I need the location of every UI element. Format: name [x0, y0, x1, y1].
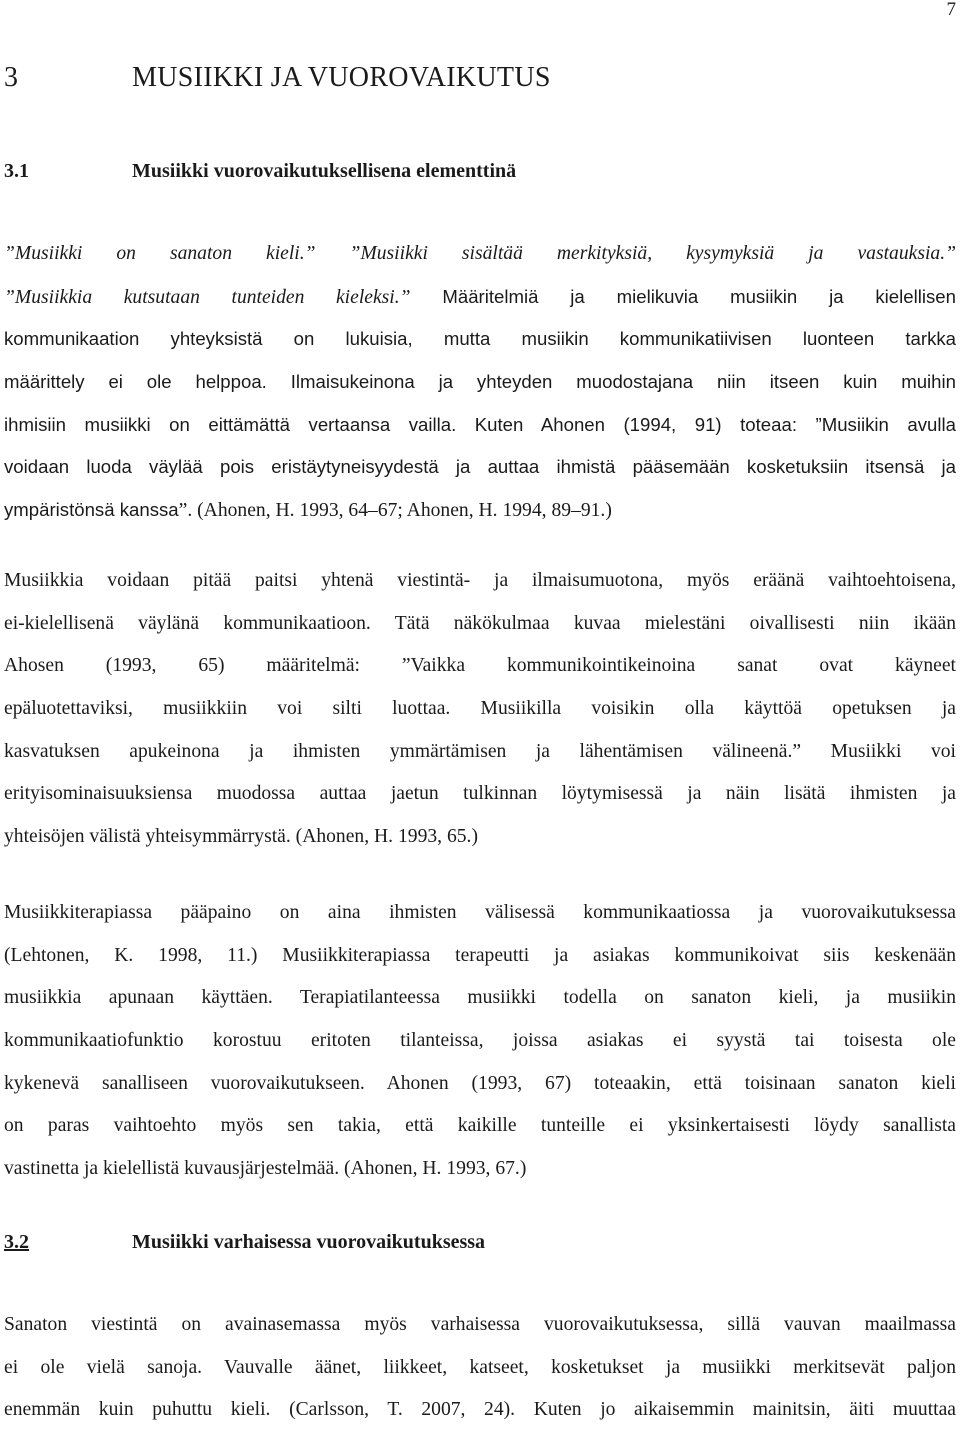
section-number: 3.2	[4, 1231, 29, 1253]
paragraph-line: ihmisiin musiikki on eittämättä vertaansa vailla. Kuten Ahonen (1994, 91) toteaa: ”Musiikin avulla	[4, 413, 956, 435]
paragraph-line: on paras vaihtoehto myös sen takia, että kaikille tunteille ei yksinkertaisesti löydy sanallista	[4, 1115, 956, 1137]
paragraph-2	[4, 560, 956, 859]
paragraph-line: Sanaton viestintä on avainasemassa myös varhaisessa vuorovaikutuksessa, sillä vauvan maailmassa	[4, 1314, 956, 1335]
paragraph-line: yhteisöjen välistä yhteisymmärrystä. (Ahonen, H. 1993, 65.)	[4, 826, 478, 848]
paragraph-line: Musiikkia voidaan pitää paitsi yhtenä viestintä- ja ilmaisumuotona, myös eräänä vaihtoehtoisena,	[4, 570, 956, 591]
section-heading-3-2	[4, 1231, 485, 1254]
paragraph-line: epäluotettaviksi, musiikkiin voi silti luottaa. Musiikilla voisikin olla käyttöä opetuksen ja	[4, 698, 956, 720]
chapter-title: MUSIIKKI JA VUOROVAIKUTUS	[132, 62, 551, 93]
paragraph-3	[4, 892, 956, 1191]
paragraph-line: kommunikaatiofunktio korostuu eritoten tilanteissa, joissa asiakas ei syystä tai toisesta ole	[4, 1030, 956, 1052]
section-title: Musiikki varhaisessa vuorovaikutuksessa	[132, 1231, 486, 1253]
paragraph-1	[4, 233, 956, 532]
paragraph-line: musiikkia apunaan käyttäen. Terapiatilanteessa musiikki todella on sanaton kieli, ja musiikin	[4, 987, 956, 1009]
paragraph-line: kasvatuksen apukeinona ja ihmisten ymmärtämisen ja lähentämisen välineenä.” Musiikki voi	[4, 740, 956, 762]
paragraph-line: ei-kielellisenä väylänä kommunikaatioon. Tätä näkökulmaa kuvaa mielestäni oivallisesti niin ikään	[4, 612, 956, 634]
page-number: 7	[946, 0, 956, 20]
paragraph-line: kommunikaation yhteyksistä on lukuisia, mutta musiikin kommunikatiivisen luonteen tarkka	[4, 328, 956, 350]
paragraph-line: erityisominaisuuksiensa muodossa auttaa jaetun tulkinnan löytymisessä ja näin lisätä ihmisten ja	[4, 783, 956, 805]
section-number: 3.1	[4, 160, 29, 182]
paragraph-line: vastinetta ja kielellistä kuvausjärjestelmää. (Ahonen, H. 1993, 67.)	[4, 1158, 527, 1180]
paragraph-line: ei ole vielä sanoja. Vauvalle äänet, liikkeet, katseet, kosketukset ja musiikki merkitsevät paljon	[4, 1356, 956, 1378]
paragraph-line: ”Musiikki on sanaton kieli.” ”Musiikki sisältää merkityksiä, kysymyksiä ja vastauksia.”	[4, 243, 956, 264]
section-heading-3-1	[4, 160, 516, 183]
paragraph-4	[4, 1304, 956, 1432]
paragraph-line: Ahosen (1993, 65) määritelmä: ”Vaikka kommunikointikeinoina sanat ovat käyneet	[4, 655, 956, 677]
chapter-number: 3	[4, 62, 19, 93]
paragraph-line: ympäristönsä kanssa”. (Ahonen, H. 1993, 64–67; Ahonen, H. 1994, 89–91.)	[4, 499, 612, 522]
paragraph-line: kykenevä sanalliseen vuorovaikutukseen. Ahonen (1993, 67) toteaakin, että toisinaan sanaton kieli	[4, 1072, 956, 1094]
paragraph-line: (Lehtonen, K. 1998, 11.) Musiikkiterapiassa terapeutti ja asiakas kommunikoivat siis keskenään	[4, 944, 956, 966]
paragraph-line: ”Musiikkia kutsutaan tunteiden kieleksi.” Määritelmiä ja mielikuvia musiikin ja kielellisen	[4, 285, 956, 308]
chapter-heading	[4, 62, 551, 94]
paragraph-line: määrittely ei ole helppoa. Ilmaisukeinona ja yhteyden muodostajana niin itseen kuin muihin	[4, 371, 956, 393]
section-title: Musiikki vuorovaikutuksellisena elementtinä	[132, 160, 517, 182]
paragraph-line: enemmän kuin puhuttu kieli. (Carlsson, T. 2007, 24). Kuten jo aikaisemmin mainitsin, äiti muuttaa	[4, 1399, 956, 1421]
paragraph-line: voidaan luoda väylää pois eristäytyneisyydestä ja auttaa ihmistä pääsemään kosketuksiin itsensä ja	[4, 456, 956, 478]
paragraph-line: Musiikkiterapiassa pääpaino on aina ihmisten välisessä kommunikaatiossa ja vuorovaikutuksessa	[4, 902, 956, 923]
